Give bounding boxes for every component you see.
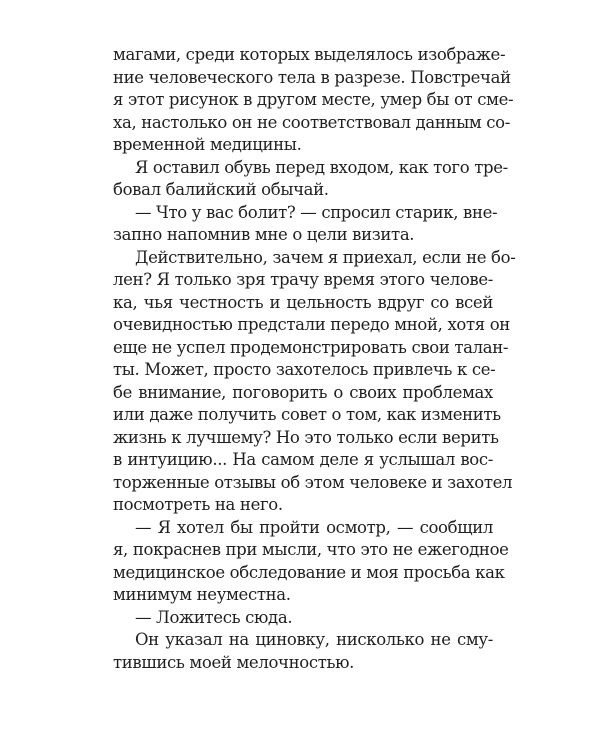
text-line: ка, чья честность и цельность вдруг со всей — [113, 292, 493, 312]
text-line: бе внимание, поговорить о своих проблемах — [113, 382, 493, 402]
text-line: еще не успел продемонстрировать свои талан- — [113, 337, 509, 357]
text-line: временной медицины. — [113, 135, 302, 154]
text-line: — Что у вас болит? — спросил старик, вне- — [135, 202, 498, 222]
text-line: запно напомнив мне о цели визита. — [113, 225, 415, 244]
text-line: магами, среди которых выделялось изображе- — [113, 45, 506, 64]
text-line: ние человеческого тела в разрезе. Повстречай — [113, 67, 511, 87]
text-line: я этот рисунок в другом месте, умер бы от сме- — [113, 90, 514, 109]
text-line: Действительно, зачем я приехал, если не бо- — [135, 247, 516, 267]
text-line: ха, настолько он не соответствовал данным со- — [113, 112, 510, 132]
paragraph — [113, 202, 498, 247]
text-line: я, покраснев при мысли, что это не ежегодное — [113, 540, 509, 559]
body-text — [113, 44, 516, 674]
text-line: Я оставил обувь перед входом, как того тре- — [135, 157, 508, 177]
text-line: тившись моей мелочностью. — [113, 652, 355, 672]
paragraph — [113, 157, 508, 202]
text-line: лен? Я только зря трачу время этого челове- — [113, 270, 493, 289]
paragraph — [113, 517, 509, 607]
paragraph — [113, 44, 514, 157]
text-line: посмотреть на него. — [113, 495, 283, 514]
text-line: ты. Может, просто захотелось привлечь к се- — [113, 360, 496, 379]
paragraph — [113, 629, 493, 674]
text-line: в интуицию... На самом деле я услышал вос- — [113, 450, 493, 469]
text-line: медицинское обследование и моя просьба как — [113, 562, 505, 582]
text-line: жизнь к лучшему? Но это только если верить — [113, 427, 499, 447]
paragraph — [113, 607, 493, 630]
text-line: — Я хотел бы пройти осмотр, — сообщил — [135, 517, 493, 537]
paragraph — [113, 247, 516, 517]
text-line: очевидностью предстали передо мной, хотя он — [113, 315, 510, 334]
text-line: минимум неуместна. — [113, 585, 291, 604]
text-line: бовал балийский обычай. — [113, 180, 329, 199]
text-line: — Ложитесь сюда. — [135, 607, 293, 627]
text-line: или даже получить совет о том, как изменить — [113, 405, 501, 424]
text-line: Он указал на циновку, нисколько не сму- — [135, 630, 493, 649]
text-line: торженные отзывы об этом человеке и захотел — [113, 472, 513, 492]
